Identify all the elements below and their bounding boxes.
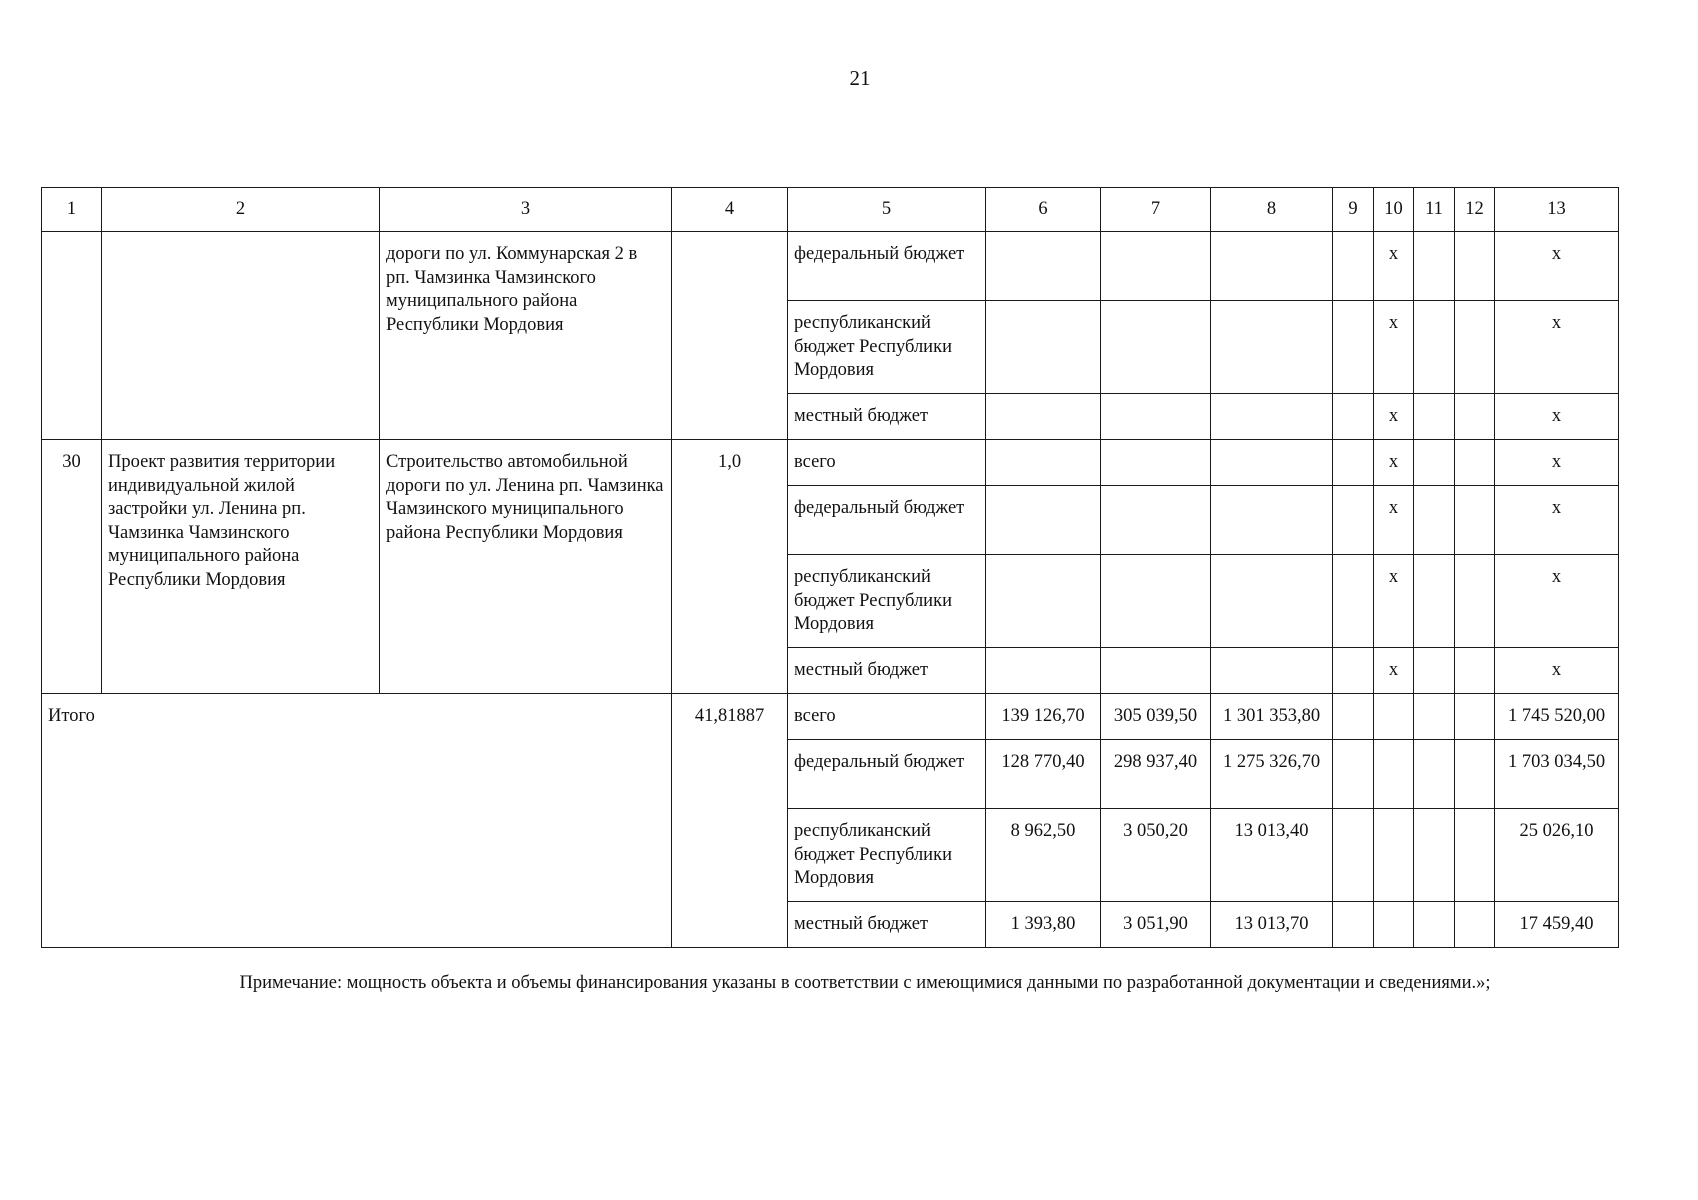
cell-total-label: Итого xyxy=(42,694,672,948)
table-row xyxy=(42,232,1619,301)
col-header: 9 xyxy=(1333,188,1374,232)
cell-object: Строительство автомобильной дороги по ул. Ленина рп. Чамзинка Чамзинского муниципального района Республики Мордовия xyxy=(380,440,672,694)
cell-mark: х xyxy=(1495,486,1619,555)
cell-amount: 13 013,40 xyxy=(1211,809,1333,902)
cell-amount: 17 459,40 xyxy=(1495,902,1619,948)
col-header: 7 xyxy=(1101,188,1211,232)
table-row-total xyxy=(42,694,1619,740)
cell-mark: х xyxy=(1495,394,1619,440)
cell-source: местный бюджет xyxy=(788,648,986,694)
cell-amount: 298 937,40 xyxy=(1101,740,1211,809)
cell-mark: х xyxy=(1374,301,1414,394)
col-header: 10 xyxy=(1374,188,1414,232)
cell-amount: 139 126,70 xyxy=(986,694,1101,740)
cell-mark: х xyxy=(1374,486,1414,555)
column-number-row xyxy=(42,188,1619,232)
cell-amount: 1 301 353,80 xyxy=(1211,694,1333,740)
col-header: 8 xyxy=(1211,188,1333,232)
cell-amount: 1 275 326,70 xyxy=(1211,740,1333,809)
cell-mark: х xyxy=(1374,394,1414,440)
cell-source: федеральный бюджет xyxy=(788,486,986,555)
cell-mark: х xyxy=(1374,648,1414,694)
cell-project xyxy=(102,232,380,440)
cell-amount: 128 770,40 xyxy=(986,740,1101,809)
cell-capacity: 41,81887 xyxy=(672,694,788,948)
cell-source: республиканский бюджет Республики Мордовия xyxy=(788,809,986,902)
col-header: 4 xyxy=(672,188,788,232)
cell-source: местный бюджет xyxy=(788,902,986,948)
cell-source: республиканский бюджет Республики Мордовия xyxy=(788,301,986,394)
col-header: 6 xyxy=(986,188,1101,232)
cell-amount: 8 962,50 xyxy=(986,809,1101,902)
cell-number xyxy=(42,232,102,440)
col-header: 13 xyxy=(1495,188,1619,232)
cell-object: дороги по ул. Коммунарская 2 в рп. Чамзинка Чамзинского муниципального района Республики Мордовия xyxy=(380,232,672,440)
financing-table xyxy=(41,187,1619,948)
footnote: Примечание: мощность объекта и объемы финансирования указаны в соответствии с имеющимися данными по разработанной документации и сведениями.»; xyxy=(239,973,1491,993)
cell-project: Проект развития территории индивидуальной жилой застройки ул. Ленина рп. Чамзинка Чамзинского муниципального района Республики Мордовия xyxy=(102,440,380,694)
cell-number: 30 xyxy=(42,440,102,694)
cell-amount: 25 026,10 xyxy=(1495,809,1619,902)
cell-capacity: 1,0 xyxy=(672,440,788,694)
cell-source: республиканский бюджет Республики Мордовия xyxy=(788,555,986,648)
col-header: 3 xyxy=(380,188,672,232)
cell-source: федеральный бюджет xyxy=(788,740,986,809)
cell-mark: х xyxy=(1495,648,1619,694)
cell-source: всего xyxy=(788,694,986,740)
cell-amount: 1 393,80 xyxy=(986,902,1101,948)
cell-mark: х xyxy=(1495,440,1619,486)
cell-capacity xyxy=(672,232,788,440)
cell-mark: х xyxy=(1374,555,1414,648)
col-header: 1 xyxy=(42,188,102,232)
col-header: 12 xyxy=(1455,188,1495,232)
cell-mark: х xyxy=(1374,232,1414,301)
table-row xyxy=(42,440,1619,486)
cell-mark: х xyxy=(1495,555,1619,648)
cell-amount: 1 703 034,50 xyxy=(1495,740,1619,809)
cell-amount: 13 013,70 xyxy=(1211,902,1333,948)
cell-source: местный бюджет xyxy=(788,394,986,440)
cell-amount: 1 745 520,00 xyxy=(1495,694,1619,740)
cell-amount: 3 051,90 xyxy=(1101,902,1211,948)
cell-mark: х xyxy=(1495,232,1619,301)
col-header: 11 xyxy=(1414,188,1455,232)
cell-mark: х xyxy=(1495,301,1619,394)
cell-amount: 305 039,50 xyxy=(1101,694,1211,740)
cell-source: федеральный бюджет xyxy=(788,232,986,301)
cell-source: всего xyxy=(788,440,986,486)
col-header: 5 xyxy=(788,188,986,232)
col-header: 2 xyxy=(102,188,380,232)
cell-mark: х xyxy=(1374,440,1414,486)
page-number: 21 xyxy=(849,66,871,90)
cell-amount: 3 050,20 xyxy=(1101,809,1211,902)
